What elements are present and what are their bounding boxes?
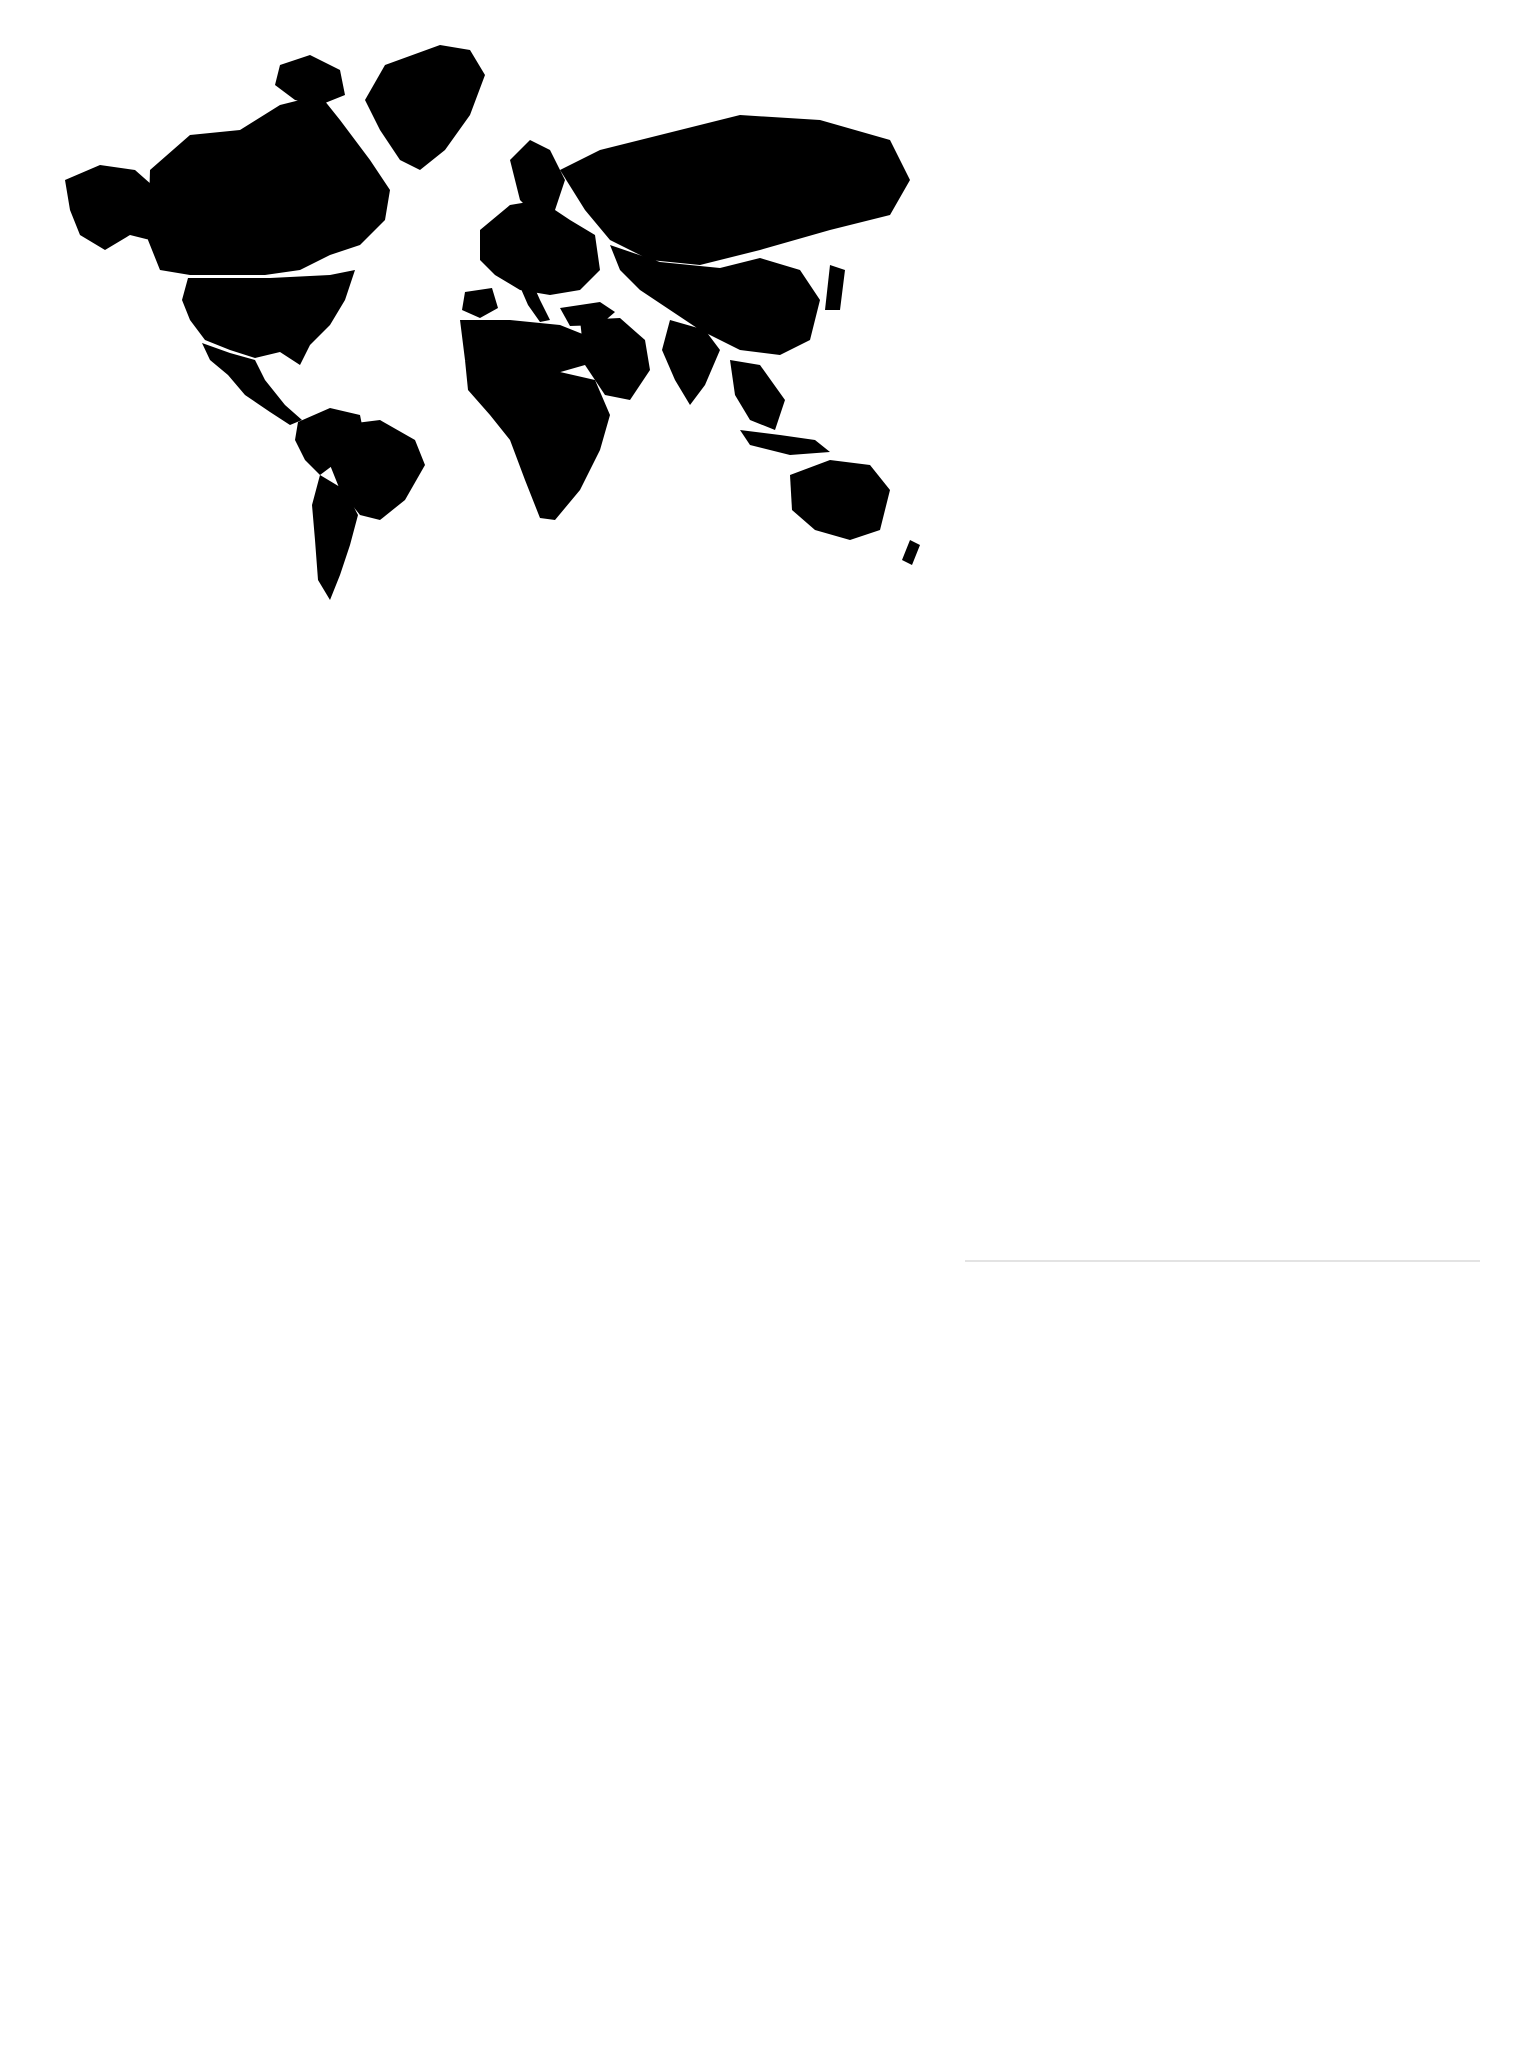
world-choropleth-map <box>40 20 940 600</box>
map-region-canada <box>148 95 390 275</box>
map-region-japan <box>825 265 845 310</box>
map-region-russia <box>560 115 910 265</box>
map-region-new-zealand <box>902 540 920 565</box>
map-region-africa <box>465 360 610 520</box>
languages-divider <box>965 1260 1480 1262</box>
map-region-indonesia <box>740 430 830 455</box>
map-region-arctic-islands <box>275 55 345 105</box>
map-region-se-asia <box>730 360 785 430</box>
map-region-spain <box>462 288 498 318</box>
map-region-greenland <box>365 45 485 170</box>
map-region-alaska <box>65 165 152 250</box>
map-region-australia <box>790 460 890 540</box>
map-region-europe <box>480 200 600 295</box>
